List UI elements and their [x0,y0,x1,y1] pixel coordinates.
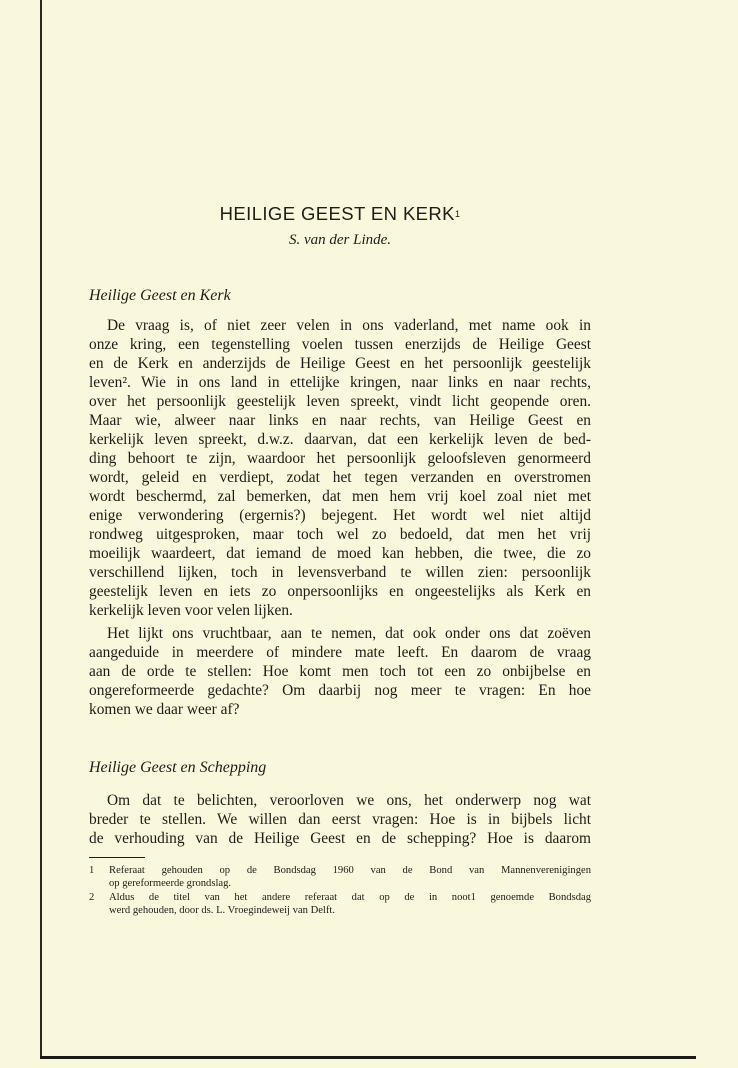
paragraph-line: leven². Wie in ons land in ettelijke kringen, naar links en naar rechts, [89,374,591,391]
paragraph-line: geestelijk leven en iets zo onpersoonlijks en ongeestelijks als Kerk en [89,583,591,600]
section-heading-2: Heilige Geest en Schepping [89,759,267,776]
footnote-line: Referaat gehouden op de Bondsdag 1960 van de Bond van Mannenverenigingen [109,865,591,876]
paragraph-line: De vraag is, of niet zeer velen in ons vaderland, met name ook in [107,317,591,334]
footnote-number: 1 [89,865,95,876]
paragraph-line: over het persoonlijk geestelijk leven spreekt, vindt licht geopende oren. [89,393,591,410]
footnote-text [109,891,591,917]
paragraph-line: wordt beschermd, zal bemerken, dat men hem vrij koel zoal niet met [89,488,591,505]
paragraph-line: onze kring, een tegenstelling voelen tussen enerzijds de Heilige Geest [89,336,591,353]
paragraph-line: Maar wie, alweer naar links en naar rechts, van Heilige Geest en [89,412,591,429]
paragraph-line: Het lijkt ons vruchtbaar, aan te nemen, dat ook onder ons dat zoëven [107,625,591,642]
paragraph-line: ding behoort te zijn, waardoor het persoonlijk geloofsleven genormeerd [89,450,591,467]
paragraph-line: kerkelijk leven spreekt, d.w.z. daarvan, dat een kerkelijk leven de bed- [89,431,591,448]
paragraph-line: aan de orde te stellen: Hoe komt men toch tot een zo onbijbelse en [89,663,591,680]
article-title [90,203,590,225]
bottom-edge-rule [40,1056,696,1059]
paragraph-line: moeilijk waardeert, dat iemand de moed kan hebben, die twee, die zo [89,545,591,562]
title-text: HEILIGE GEEST EN KERK [219,203,455,225]
left-margin-rule [40,0,42,1058]
paragraph-line: komen we daar weer af? [89,701,240,718]
footnote-text [109,864,591,890]
footnote-divider [89,857,145,858]
footnote-number: 2 [89,892,95,903]
paragraph-line: ongereformeerde gedachte? Om daarbij nog meer te vragen: En hoe [89,682,591,699]
footnote-line: Aldus de titel van het andere referaat dat op de in noot1 genoemde Bondsdag [109,892,591,903]
paragraph-line: kerkelijk leven voor velen lijken. [89,602,293,619]
paragraph-line: rondweg uitgesproken, maar toch wel zo bedoeld, dat men het vrij [89,526,591,543]
paragraph-line: en de Kerk en anderzijds de Heilige Geest en het persoonlijk geestelijk [89,355,591,372]
paragraph-line: breder te stellen. We willen dan eerst vragen: Hoe is in bijbels licht [89,811,591,828]
paragraph-line: verschillend lijken, toch in levensverband te willen zien: persoonlijk [89,564,591,581]
footnote-line: op gereformeerde grondslag. [109,878,232,889]
paragraph-line: enige verwondering (ergernis?) bejegent. Het wordt wel niet altijd [89,507,591,524]
author-name: S. van der Linde. [288,232,392,248]
section-heading-1: Heilige Geest en Kerk [89,287,231,304]
paragraph-line: aangeduide in meerdere of mindere mate leeft. En daarom de vraag [89,644,591,661]
paragraph-line: de verhouding van de Heilige Geest en de schepping? Hoe is daarom [89,830,591,847]
paragraph-line: Om dat te belichten, veroorloven we ons, het onderwerp nog wat [107,792,591,809]
footnote-line: werd gehouden, door ds. L. Vroegindeweij van Delft. [109,905,335,916]
title-footnote-marker: 1 [454,209,461,220]
paragraph-line: wordt, geleid en verdiept, zodat het tegen verzanden en overstromen [89,469,591,486]
